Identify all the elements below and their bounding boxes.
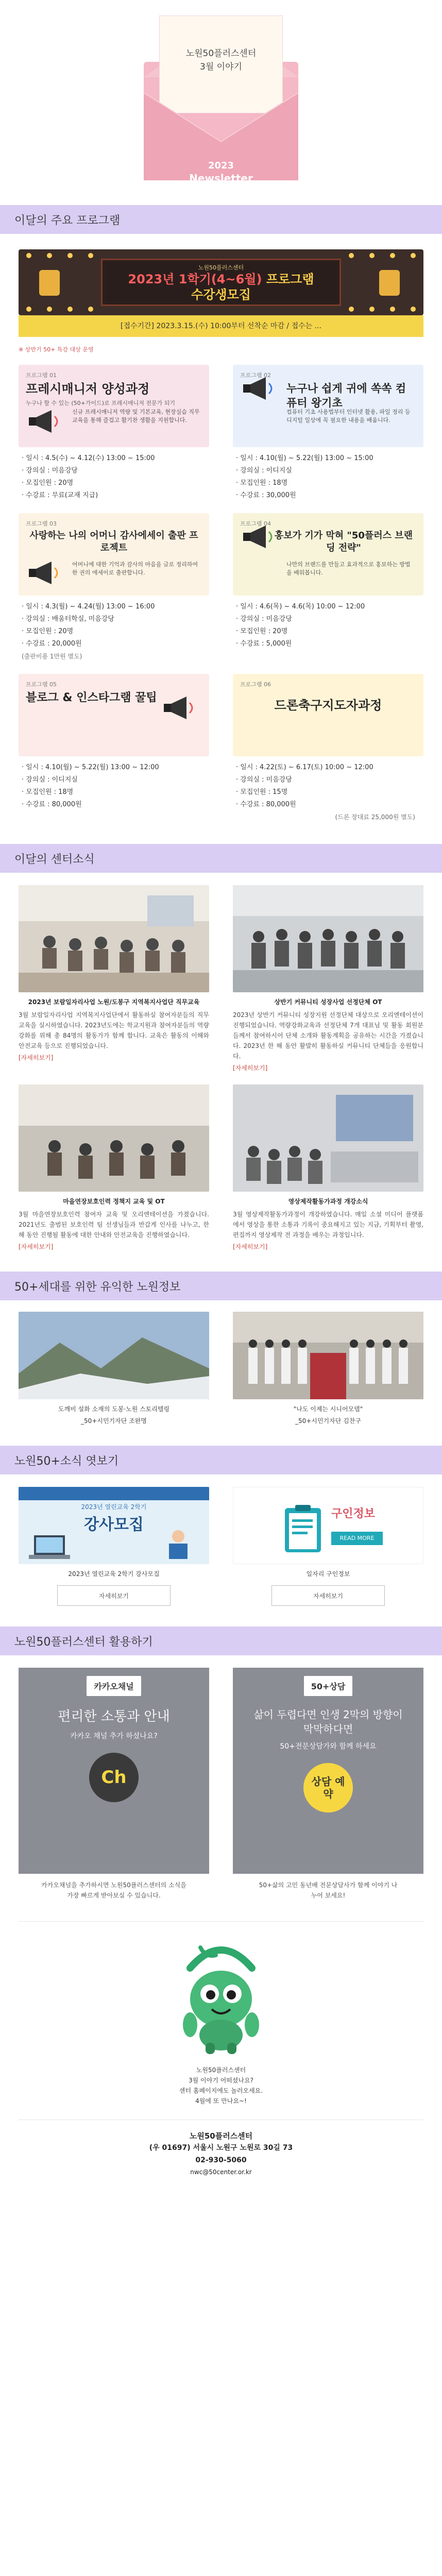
year: 2023 <box>208 160 234 171</box>
program-title: 드론축구지도자과정 <box>274 698 382 713</box>
read-more-badge: READ MORE <box>331 1532 383 1545</box>
megaphone-icon <box>242 523 278 550</box>
news-item[interactable]: 2023년 보람일자리사업 노원/도봉구 지역복지사업단 직무교육 3월 보람일자리사업 지역복지사업단에서 활동하실 참여자분들의 직무교육을 실시하였습니다. 2023년도에는 학교지원과 참여자분들의 역량 강화를 위해 총 84명의 활동가가 함께 합니다. 교육은 활동의 이해와 안전교육 등으로 진행되었습니다. [자세히보기] <box>19 885 209 1072</box>
program-item[interactable]: 프로그램 03 사랑하는 나의 어머니 감사에세이 출판 프로젝트 어머니에 대한 기억과 감사의 마음을 글로 정리하여 한 권의 에세이로 출판합니다. · 일시 : 4.3(월) ~ 4.24(월) 13:00 ~ 16:00 · 강의실 : 배움터학실, 미음강당 · 모집인원 : 20명 · 수강료 : 20,000원 (출판비용 1만원 별도) <box>19 513 209 663</box>
board-list <box>0 1487 442 1606</box>
info-photo <box>19 1312 209 1399</box>
board-thumbnail: 2023년 열린교육 2학기 강사모집 <box>19 1487 209 1564</box>
news-caption: 상반기 커뮤니티 성장사업 선정단체 OT <box>274 998 382 1006</box>
use-list <box>0 1668 442 1901</box>
section-news <box>0 844 442 873</box>
news-photo <box>19 885 209 992</box>
megaphone-icon <box>242 375 278 402</box>
read-more-link[interactable]: [자세히보기] <box>233 1243 268 1250</box>
banner-recruit: 수강생모집 <box>191 287 251 302</box>
news-photo <box>19 1084 209 1192</box>
section-info <box>0 1272 442 1300</box>
section-use <box>0 1626 442 1655</box>
read-more-link[interactable]: [자세히보기] <box>233 1064 268 1072</box>
footer-address: (우 01697) 서울시 노원구 노원로 30길 73 <box>149 2144 293 2152</box>
read-more-link[interactable]: [자세히보기] <box>19 1243 54 1250</box>
news-photo <box>233 1084 423 1192</box>
section-programs <box>0 205 442 234</box>
banner-program: 프로그램 <box>262 272 314 286</box>
program-title: 홍보가 기가 막혀 "50플러스 브랜딩 전략" <box>274 530 413 553</box>
detail-button[interactable]: 자세히보기 <box>271 1585 385 1606</box>
news-item[interactable]: 상반기 커뮤니티 성장사업 선정단체 OT 2023년 상반기 커뮤니티 성장지원 선정단체 대상으로 오리엔테이션이 진행되었습니다. 역량강화교육과 선정단체 7개 대표님 및 활동 회원분들께서 참여하시어 단체 소개와 활동계획을 공유하는 시간을 가졌습니다. 2023년 한 해 동안 활발히 활동하실 커뮤니티 단체들을 응원합니다. [자세히보기] <box>233 885 423 1072</box>
program-title: 프레시매니저 양성과정 <box>26 382 150 396</box>
megaphone-icon <box>28 560 64 586</box>
use-tag: 카카오채널 <box>87 1676 141 1696</box>
banner-note: ※ 상반기 50+ 특강 대상 운영 <box>19 346 94 353</box>
letter-line1: 노원50플러스센터 <box>185 48 257 59</box>
info-item[interactable]: 도깨비 설화 소재의 도봉·노원 스토리텔링 _50+시민기자단 조완명 <box>19 1312 209 1425</box>
hero <box>0 0 442 196</box>
program-title: 블로그 & 인스타그램 꿀팁 <box>26 691 157 704</box>
envelope <box>144 15 298 185</box>
board-item[interactable] <box>233 1487 423 1606</box>
info-caption: "나도 이제는 시니어모델" <box>293 1405 363 1413</box>
footer-phone[interactable]: 02-930-5060 <box>195 2156 247 2164</box>
newsletter-title: Newsletter <box>189 172 253 184</box>
kakao-channel-icon: Ch <box>89 1753 139 1802</box>
counseling-card[interactable]: 50+상담 삶이 두렵다면 인생 2막의 방향이 막막하다면 50+전문상담가와 함께 하세요 상담 예약 50+삶의 고민 동년배 전문상담사가 함께 이야기 나누어 보세요! <box>233 1668 423 1901</box>
megaphone-icon <box>163 694 199 721</box>
apply-period: [접수기간] 2023.3.15.(수) 10:00부터 선착순 마감 / 접수는 ... <box>19 315 423 337</box>
footer-email[interactable]: nwc@50center.or.kr <box>190 2168 252 2176</box>
footer: 노원50플러스센터 3월 이야기 어떠셨나요? 센터 홈페이지에도 놀러오세요. 4월에 또 만나요~! 노원50플러스센터 (우 01697) 서울시 노원구 노원로 30길 73 02-930-5060 nwc@50center.or.kr <box>0 1922 442 2188</box>
counseling-reservation-badge[interactable]: 상담 예약 <box>303 1763 353 1812</box>
use-tag: 50+상담 <box>304 1676 353 1696</box>
program-item[interactable]: 프로그램 06 드론축구지도자과정 · 일시 : 4.22(토) ~ 6.17(토) 10:00 ~ 12:00 · 강의실 : 미음강당 · 모집인원 : 15명 · 수강료 : 80,000원 (드론 장대료 25,000원 별도) <box>233 674 423 823</box>
mascot-illustration <box>169 1937 273 2056</box>
letter-line2: 3월 이야기 <box>200 62 242 72</box>
laptop-icon <box>29 1533 70 1562</box>
section-title: 이달의 주요 프로그램 <box>14 214 121 227</box>
section-title: 이달의 센터소식 <box>14 853 95 866</box>
section-title: 노원50+소식 엿보기 <box>14 1454 119 1468</box>
detail-button[interactable]: 자세히보기 <box>57 1585 171 1606</box>
clipboard-icon <box>280 1503 326 1554</box>
board-caption: 일자리 구인정보 <box>306 1570 350 1578</box>
read-more-link[interactable]: [자세히보기] <box>19 1054 54 1061</box>
banner-term: 2023년 1학기(4~6월) <box>128 272 262 286</box>
info-photo <box>233 1312 423 1399</box>
program-title: 사랑하는 나의 어머니 감사에세이 출판 프로젝트 <box>29 530 198 553</box>
news-caption: 마을연장보호인력 정책지 교육 및 OT <box>63 1198 165 1205</box>
news-photo <box>233 885 423 992</box>
news-list <box>0 873 442 1251</box>
news-caption: 2023년 보람일자리사업 노원/도봉구 지역복지사업단 직무교육 <box>28 998 200 1006</box>
section-title: 50+세대를 위한 유익한 노원정보 <box>14 1280 181 1294</box>
section-title: 노원50플러스센터 활용하기 <box>14 1635 153 1649</box>
section-board <box>0 1446 442 1475</box>
footer-org: 노원50플러스센터 <box>189 2131 253 2141</box>
program-item[interactable]: 프로그램 04 홍보가 기가 막혀 "50플러스 브랜딩 전략" 나만의 브랜드를 만들고 효과적으로 홍보하는 방법을 배워봅니다. · 일시 : 4.6(목) ~ 4.6(목) 10:00 ~ 12:00 · 강의실 : 미음강당 · 모집인원 : 20명 · 수강료 : 5,000원 <box>233 513 423 663</box>
program-item[interactable]: 프로그램 02 누구나 쉽게 귀에 쏙쏙 컴퓨터 왕기초 컴퓨터 기초 사용법부터 인터넷 활용, 파일 정리 등 디지털 일상에 꼭 필요한 내용을 배웁니다. · 일시 : 4.10(월) ~ 5.22(월) 13:00 ~ 15:00 · 강의실 : 이디지실 · 모집인원 : 18명 · 수강료 : 30,000원 <box>233 365 423 502</box>
board-thumbnail: 구인정보 READ MORE <box>233 1487 423 1564</box>
banner-org: 노원50플러스센터 <box>198 264 244 271</box>
program-item[interactable]: 프로그램 01 프레시매니저 양성과정 누구나 할 수 있는 (50+가이드)로 프레시매니저 전문가 되기 신규 프레시매니저 역량 및 기본교육, 현장실습 직무 교육을 통해 즐겁고 활기찬 생활을 지원합니다. · 일시 : 4.5(수) ~ 4.12(수) 13:00 ~ 15:00 · 강의실 : 미음강당 · 모집인원 : 20명 · 수강료 : 무료(교재 지급) <box>19 365 209 502</box>
program-title: 누구나 쉽게 귀에 쏙쏙 컴퓨터 왕기초 <box>286 382 406 409</box>
info-caption: 도깨비 설화 소재의 도봉·노원 스토리텔링 <box>58 1405 170 1413</box>
news-caption: 영상제작활동가과정 개강소식 <box>288 1198 368 1205</box>
news-item[interactable]: 마을연장보호인력 정책지 교육 및 OT 3월 마을연장보호인력 참여자 교육 및 오리엔테이션을 가졌습니다. 2021년도 출범된 보호인력 팀 선생님들과 반갑게 인사를 나누고, 한 해 동안 진행될 활동에 대한 안내와 안전교육을 진행하였습니다. [자세히보기] <box>19 1084 209 1251</box>
program-item[interactable]: 프로그램 05 블로그 & 인스타그램 꿀팁 · 일시 : 4.10(월) ~ 5.22(월) 13:00 ~ 12:00 · 강의실 : 이디지실 · 모집인원 : 18명 · 수강료 : 80,000원 <box>19 674 209 823</box>
board-item[interactable] <box>19 1487 209 1606</box>
news-item[interactable]: 영상제작활동가과정 개강소식 3월 영상제작활동가과정이 개강하였습니다. 매일 소셜 미디어 플랫폼에서 영상을 통한 소통과 기록이 중요해지고 있는 지금, 기획부터 촬영, 편집까지 영상제작 전 과정을 배우는 과정입니다. [자세히보기] <box>233 1084 423 1251</box>
info-item[interactable]: "나도 이제는 시니어모델" _50+시민기자단 김찬구 <box>233 1312 423 1425</box>
program-list <box>0 353 442 823</box>
info-list <box>0 1312 442 1425</box>
kakao-channel-card[interactable]: 카카오채널 편리한 소통과 안내 카카오 채널 추가 하셨나요? Ch 카카오채널을 추가하시면 노원50플러스센터의 소식을 가장 빠르게 받아보실 수 있습니다. <box>19 1668 209 1901</box>
megaphone-icon <box>28 408 64 435</box>
person-icon <box>158 1528 199 1559</box>
board-caption: 2023년 열린교육 2학기 강사모집 <box>68 1570 160 1578</box>
program-banner[interactable] <box>19 249 423 315</box>
